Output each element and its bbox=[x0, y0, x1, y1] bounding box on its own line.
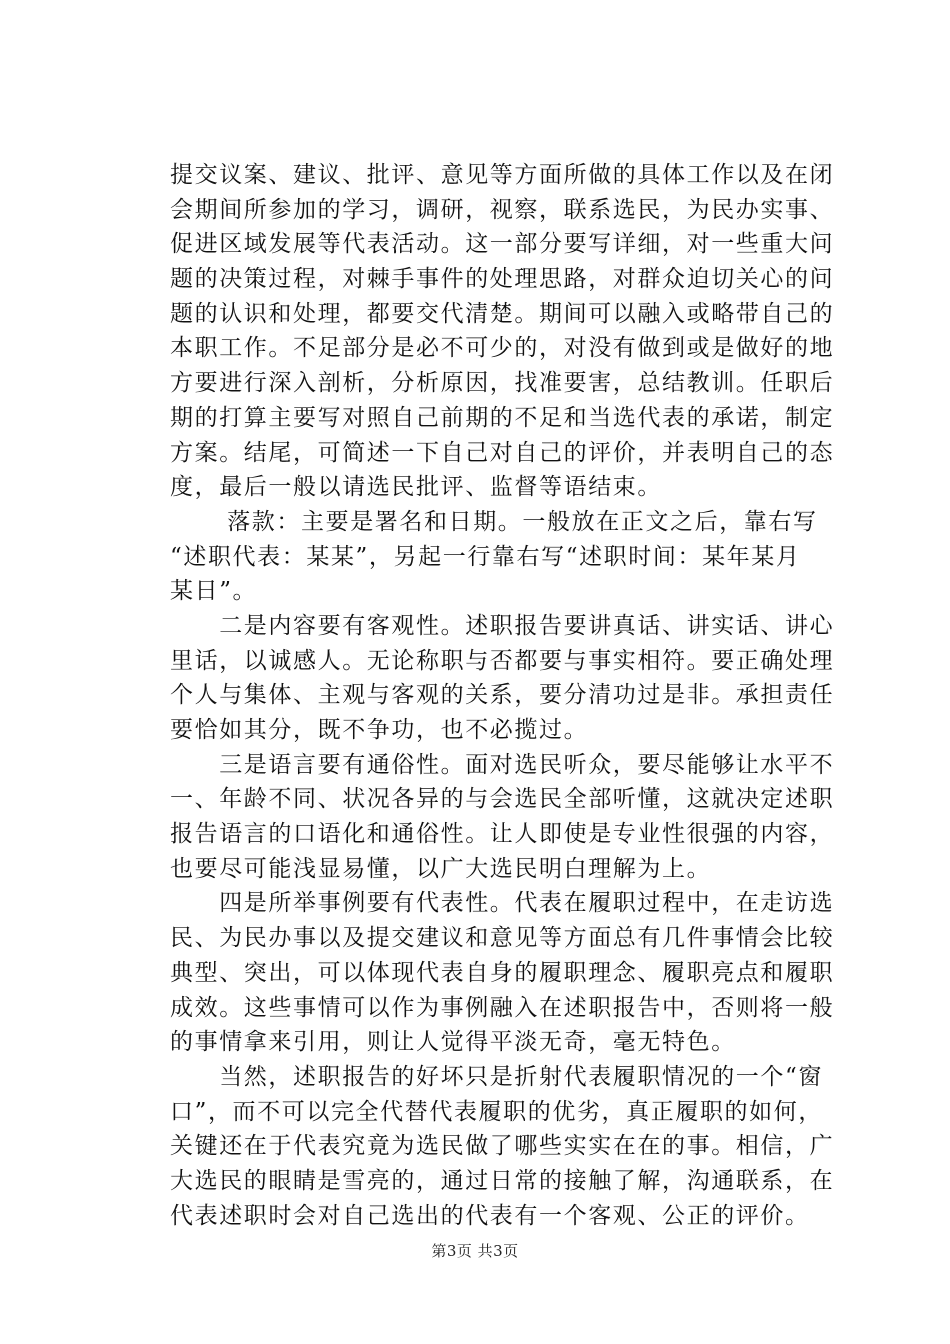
text-line: 一、年龄不同、状况各异的与会选民全部听懂，这就决定述职 bbox=[170, 786, 835, 813]
text-line: “述职代表：某某”，另起一行靠右写“述职时间：某年某月 bbox=[170, 543, 801, 570]
text-line: 促进区域发展等代表活动。这一部分要写详细，对一些重大问 bbox=[170, 231, 835, 258]
text-line: 本职工作。不足部分是必不可少的，对没有做到或是做好的地 bbox=[170, 335, 835, 362]
text-line: 二是内容要有客观性。述职报告要讲真话、讲实话、讲心 bbox=[170, 612, 835, 639]
page-number-footer: 第3页 共3页 bbox=[431, 1242, 519, 1260]
text-line: 落款：主要是署名和日期。一般放在正文之后，靠右写 bbox=[178, 508, 818, 535]
text-line: 口”，而不可以完全代替代表履职的优劣，真正履职的如何， bbox=[170, 1098, 823, 1125]
text-line: 期的打算主要写对照自己前期的不足和当选代表的承诺，制定 bbox=[170, 404, 835, 431]
text-line: 会期间所参加的学习，调研，视察，联系选民，为民办实事、 bbox=[170, 196, 835, 223]
text-line: 关键还在于代表究竟为选民做了哪些实实在在的事。相信，广 bbox=[170, 1133, 835, 1160]
text-line: 当然，述职报告的好坏只是折射代表履职情况的一个“窗 bbox=[170, 1063, 823, 1090]
text-line: 也要尽可能浅显易懂，以广大选民明白理解为上。 bbox=[170, 855, 712, 882]
document-body bbox=[170, 158, 835, 1233]
text-line: 成效。这些事情可以作为事例融入在述职报告中，否则将一般 bbox=[170, 994, 835, 1021]
text-line: 报告语言的口语化和通俗性。让人即使是专业性很强的内容， bbox=[170, 821, 835, 848]
text-line: 四是所举事例要有代表性。代表在履职过程中，在走访选 bbox=[170, 890, 835, 917]
text-line: 方案。结尾，可简述一下自己对自己的评价，并表明自己的态 bbox=[170, 439, 835, 466]
text-line: 提交议案、建议、批评、意见等方面所做的具体工作以及在闭 bbox=[170, 162, 835, 188]
text-line: 题的决策过程，对棘手事件的处理思路，对群众迫切关心的问 bbox=[170, 266, 835, 293]
text-line: 某日”。 bbox=[170, 578, 258, 605]
text-line: 度，最后一般以请选民批评、监督等语结束。 bbox=[170, 474, 662, 501]
text-line: 的事情拿来引用，则让人觉得平淡无奇，毫无特色。 bbox=[170, 1029, 736, 1056]
text-line: 代表述职时会对自己选出的代表有一个客观、公正的评价。 bbox=[170, 1202, 810, 1229]
text-line: 题的认识和处理，都要交代清楚。期间可以融入或略带自己的 bbox=[170, 300, 835, 327]
text-line: 要恰如其分，既不争功，也不必揽过。 bbox=[170, 717, 589, 743]
text-line: 里话，以诚感人。无论称职与否都要与事实相符。要正确处理 bbox=[170, 647, 835, 674]
text-line: 方要进行深入剖析，分析原因，找准要害，总结教训。任职后 bbox=[170, 370, 835, 397]
text-line: 民、为民办事以及提交建议和意见等方面总有几件事情会比较 bbox=[170, 925, 835, 952]
text-line: 三是语言要有通俗性。面对选民听众，要尽能够让水平不 bbox=[170, 751, 835, 778]
text-line: 个人与集体、主观与客观的关系，要分清功过是非。承担责任 bbox=[170, 682, 835, 709]
text-line: 大选民的眼睛是雪亮的，通过日常的接触了解，沟通联系，在 bbox=[170, 1167, 835, 1194]
text-line: 典型、突出，可以体现代表自身的履职理念、履职亮点和履职 bbox=[170, 959, 835, 986]
